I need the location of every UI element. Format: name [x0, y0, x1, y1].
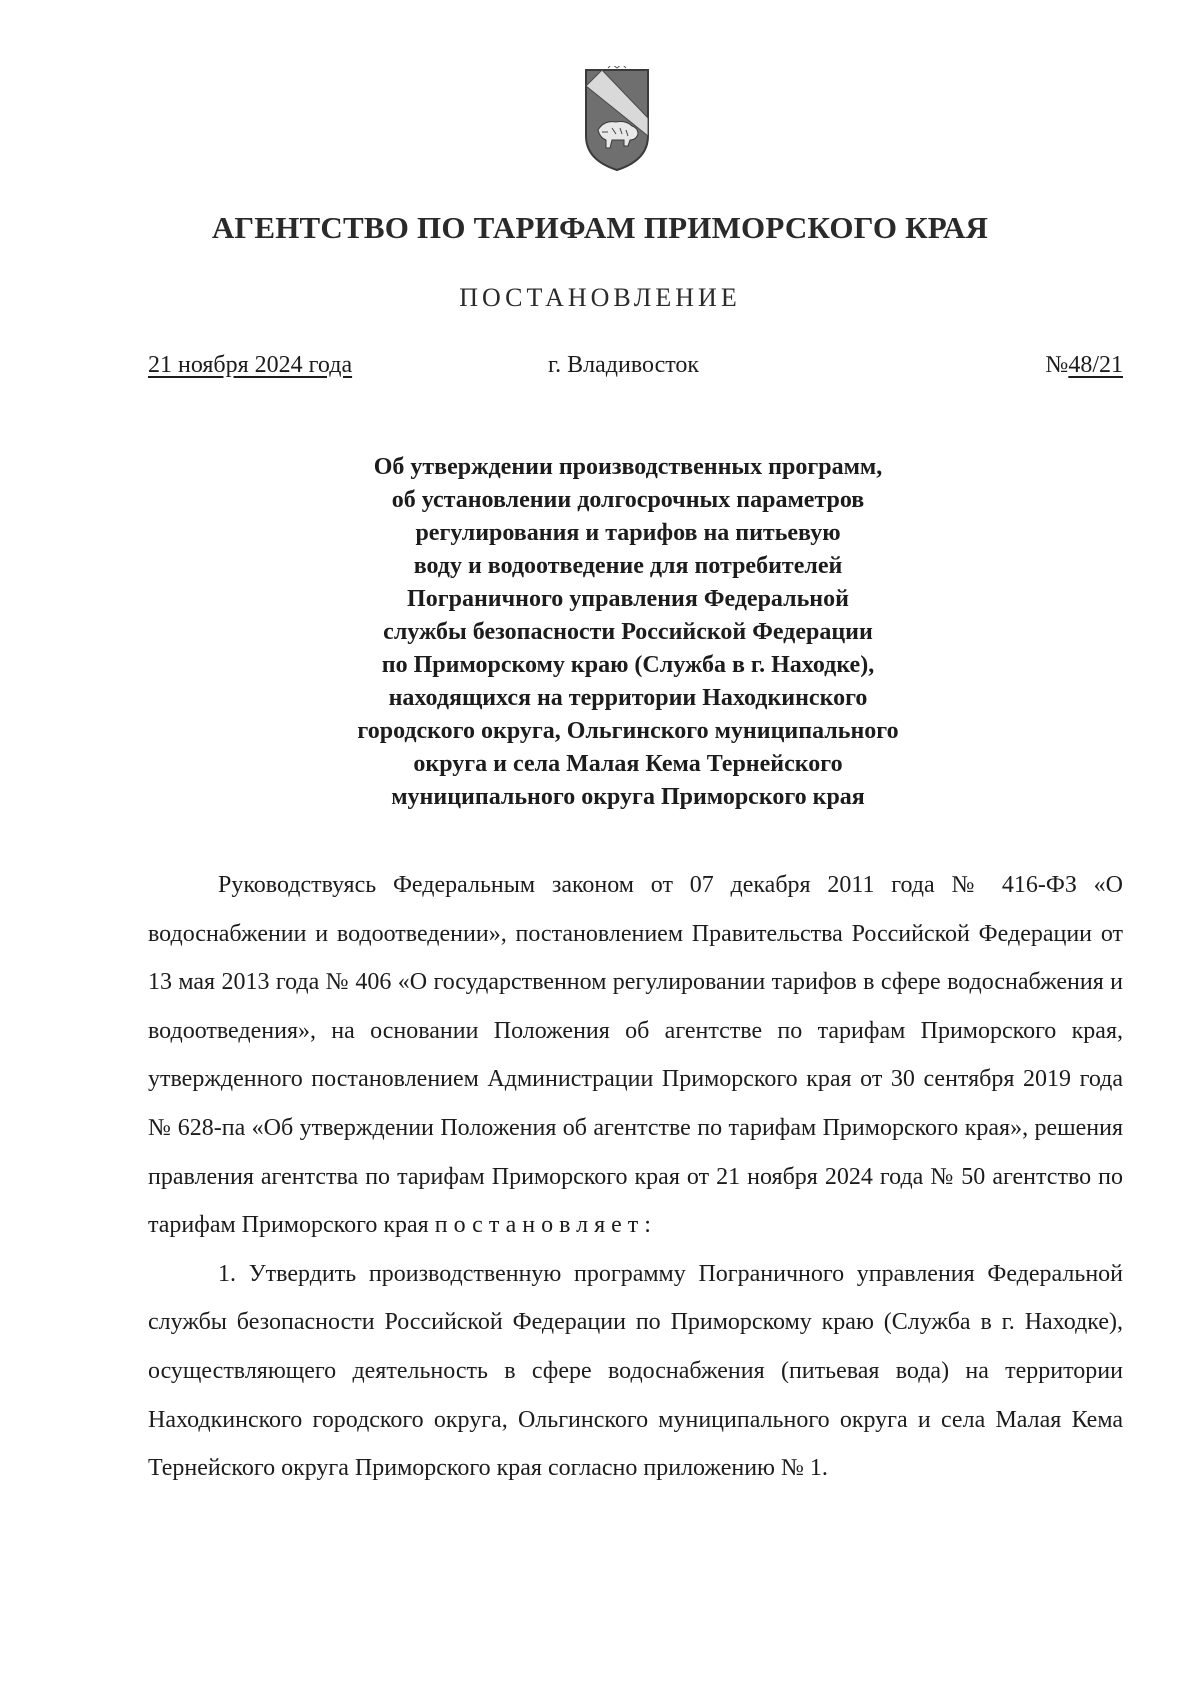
document-number	[1045, 352, 1123, 379]
primorsky-krai-coat-of-arms-icon	[582, 66, 652, 174]
subject-line: об установлении долгосрочных параметров	[391, 487, 865, 513]
agency-name: АГЕНТСТВО ПО ТАРИФАМ ПРИМОРСКОГО КРАЯ	[211, 210, 989, 245]
subject-line: находящихся на территории Находкинского	[388, 685, 868, 711]
number-sign: №	[1045, 352, 1069, 378]
item-1-paragraph: 1. Утвердить производственную программу Пограничного управления Федеральной службы безопасности Российской Федерации по Приморскому краю (Служба в г. Находке), осуществляющего деятельность в сфере водоснабжения (питьевая вода) на территории Находкинского городского округа, Ольгинского муниципального округа и села Малая Кема Тернейского округа Приморского края согласно приложению № 1.	[148, 1260, 1123, 1482]
subject-line: по Приморскому краю (Служба в г. Находке),	[381, 652, 875, 678]
document-subject	[260, 451, 996, 814]
subject-line: воду и водоотведение для потребителей	[413, 553, 843, 579]
subject-line: муниципального округа Приморского края	[391, 784, 865, 810]
number-value: 48/21	[1068, 352, 1123, 378]
document-city: г. Владивосток	[548, 352, 700, 378]
subject-line: городского округа, Ольгинского муниципального	[357, 718, 899, 744]
preamble-paragraph	[148, 861, 1123, 1250]
subject-line: Об утверждении производственных программ,	[373, 454, 883, 480]
preamble-text: Руководствуясь Федеральным законом от 07 декабря 2011 года № 416-ФЗ «О водоснабжении и водоотведении», постановлением Правительства Российской Федерации от 13 мая 2013 года № 406 «О государственном регулировании тарифов в сфере водоснабжения и водоотведения», на основании Положения об агентстве по тарифам Приморского края, утвержденного постановлением Администрации Приморского края от 30 сентября 2019 года № 628-па «Об утверждении Положения об агентстве по тарифам Приморского края», решения правления агентства по тарифам Приморского края от 21 ноября 2024 года № 50 агентство по тарифам Приморского края	[148, 872, 1123, 1239]
document-meta-row	[148, 352, 1123, 388]
document-type: ПОСТАНОВЛЕНИЕ	[459, 283, 741, 312]
subject-line: регулирования и тарифов на питьевую	[415, 520, 841, 546]
subject-line: округа и села Малая Кема Тернейского	[413, 751, 843, 777]
document-body	[148, 861, 1123, 1493]
subject-line: службы безопасности Российской Федерации	[383, 619, 873, 645]
subject-line: Пограничного управления Федеральной	[407, 586, 849, 612]
document-date: 21 ноября 2024 года	[148, 352, 353, 378]
resolves-word: постановляет:	[434, 1212, 657, 1239]
